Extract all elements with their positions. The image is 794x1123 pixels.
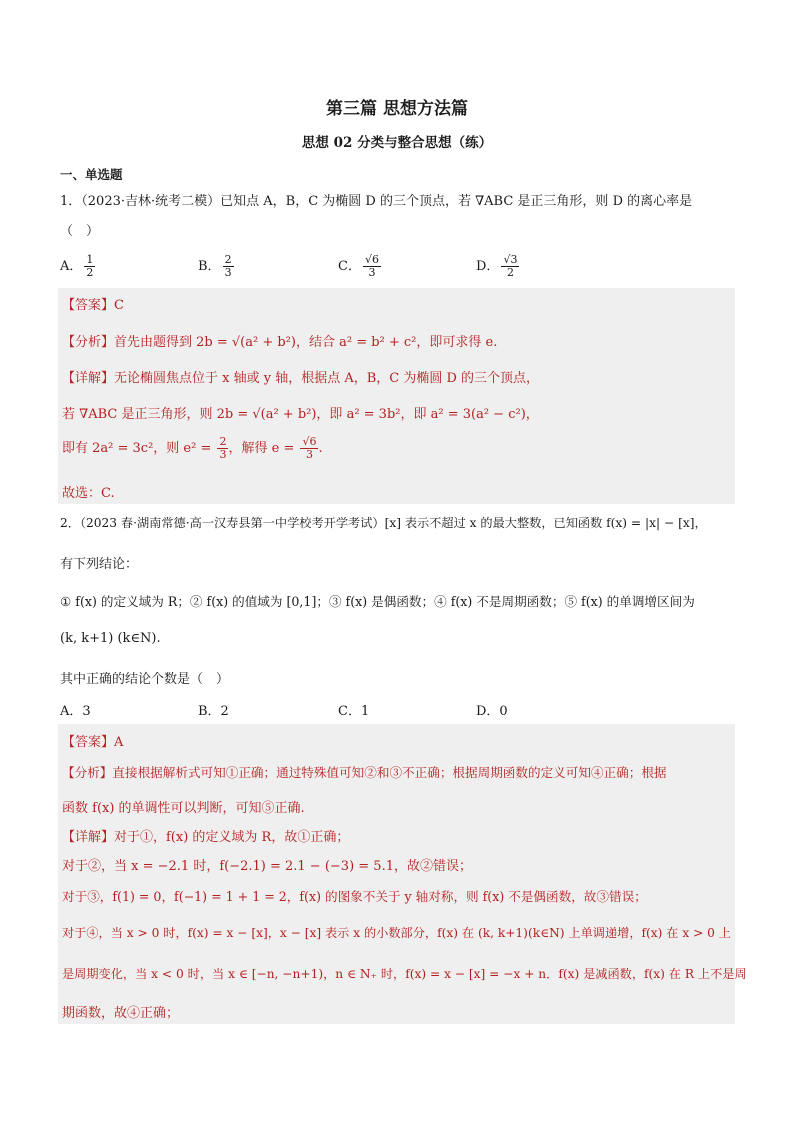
q1-option-c-den: 3 <box>368 266 376 279</box>
q2-analysis-line-2: 函数 f(x) 的单调性可以判断，可知⑤正确. <box>62 801 305 816</box>
q2-stem-line-1: 2．（2023 春·湖南常德·高一汉寿县第一中学校考开学考试）[x] 表示不超过 x 的最大整数，已知函数 f(x) = |x| − [x]， <box>60 516 707 530</box>
q1-detail-3-fraction-1 <box>217 436 228 461</box>
q1-option-b-den: 3 <box>224 266 232 279</box>
q1-option-d-fraction <box>501 254 519 279</box>
q2-option-b: B．2 <box>198 704 229 719</box>
q2-detail-line-1: 【详解】对于①，f(x) 的定义域为 R，故①正确； <box>62 830 350 845</box>
q1-detail-3-fraction-2 <box>300 436 318 461</box>
page-title: 第三篇 思想方法篇 <box>326 99 468 119</box>
q1-stem-line-2: （ ） <box>60 224 100 239</box>
q1-option-a-label: A． <box>60 259 83 274</box>
q1-stem-line-1: 1．（2023·吉林·统考二模）已知点 A，B，C 为椭圆 D 的三个顶点，若 ∇ABC 是正三角形，则 D 的离心率是 <box>60 194 693 209</box>
q1-detail-3-num-1: 2 <box>219 435 227 448</box>
q2-detail-line-3: 对于③，f(1) = 0，f(−1) = 1 + 1 = 2，f(x) 的图象不关于 y 轴对称，则 f(x) 不是偶函数，故③错误； <box>62 889 647 904</box>
q1-option-d-den: 2 <box>506 266 514 279</box>
q2-detail-line-6: 期函数，故④正确； <box>62 1006 180 1021</box>
q1-option-c-label: C． <box>338 259 361 274</box>
q1-option-c <box>338 254 381 279</box>
q1-option-d-label: D． <box>476 259 500 274</box>
q2-stem-line-4: (k, k+1) (k∈N). <box>60 631 161 646</box>
q2-option-c: C．1 <box>338 704 370 719</box>
q1-detail-line-2: 若 ∇ABC 是正三角形，则 2b = √(a² + b²)，即 a² = 3b²，即 a² = 3(a² − c²)， <box>62 407 539 422</box>
q2-option-d: D．0 <box>476 704 508 719</box>
q1-analysis: 【分析】首先由题得到 2b = √(a² + b²)，结合 a² = b² + c²，即可求得 e. <box>62 335 498 350</box>
q1-detail-3-den-2: 3 <box>305 448 313 461</box>
q1-answer-block <box>58 288 735 504</box>
q1-detail-line-3 <box>62 436 323 461</box>
q1-detail-3-den-1: 3 <box>219 448 227 461</box>
q1-option-d-num: √3 <box>503 253 518 266</box>
q1-detail-3-num-2: √6 <box>302 435 317 448</box>
q1-option-b-num: 2 <box>224 253 232 266</box>
q1-option-b-fraction <box>223 254 234 279</box>
q1-option-a-num: 1 <box>86 253 94 266</box>
q1-detail-line-1: 【详解】无论椭圆焦点位于 x 轴或 y 轴，根据点 A，B，C 为椭圆 D 的三个顶点， <box>62 371 540 386</box>
q1-conclusion: 故选：C. <box>62 486 115 501</box>
section-heading: 一、单选题 <box>60 167 123 182</box>
q1-option-a-fraction <box>84 254 95 279</box>
q2-answer-block <box>58 724 747 1024</box>
q1-answer: 【答案】C <box>62 298 124 313</box>
q1-option-c-num: √6 <box>364 253 379 266</box>
q1-option-a-den: 2 <box>86 266 94 279</box>
q2-stem-line-3: ① f(x) 的定义域为 R；② f(x) 的值域为 [0,1]；③ f(x) 是偶函数；④ f(x) 不是周期函数；⑤ f(x) 的单调增区间为 <box>60 594 695 609</box>
q1-option-d <box>476 254 519 279</box>
q1-option-c-fraction <box>363 254 381 279</box>
q2-detail-line-5: 是周期变化，当 x < 0 时，当 x ∈ [−n, −n+1)，n ∈ N₊ 时，f(x) = x − [x] = −x + n．f(x) 是减函数，f(x) 在 R 上不是周 <box>62 967 747 981</box>
q2-detail-line-2: 对于②，当 x = −2.1 时，f(−2.1) = 2.1 − (−3) = 5.1，故②错误； <box>62 859 472 874</box>
q2-detail-line-4: 对于④，当 x > 0 时，f(x) = x − [x]，x − [x] 表示 x 的小数部分，f(x) 在 (k, k+1)(k∈N) 上单调递增，f(x) 在 x > 0 上 <box>62 926 731 940</box>
q1-detail-3-part-a: 即有 2a² = 3c²，则 e² = <box>62 441 216 456</box>
q2-stem-line-2: 有下列结论： <box>60 557 139 572</box>
q2-option-a: A．3 <box>60 704 91 719</box>
q2-analysis-line-1: 【分析】直接根据解析式可知①正确；通过特殊值可知②和③不正确；根据周期函数的定义可知④正确；根据 <box>62 765 667 780</box>
page-subtitle: 思想 02 分类与整合思想（练） <box>301 135 493 151</box>
q2-stem-line-5: 其中正确的结论个数是（ ） <box>60 672 230 687</box>
q1-detail-3-part-c: . <box>318 441 323 456</box>
q1-option-a <box>60 254 95 279</box>
q1-detail-3-part-b: ，解得 e = <box>228 441 299 456</box>
q2-answer: 【答案】A <box>62 735 124 750</box>
q1-option-b-label: B． <box>198 259 221 274</box>
q1-option-b <box>198 254 234 279</box>
